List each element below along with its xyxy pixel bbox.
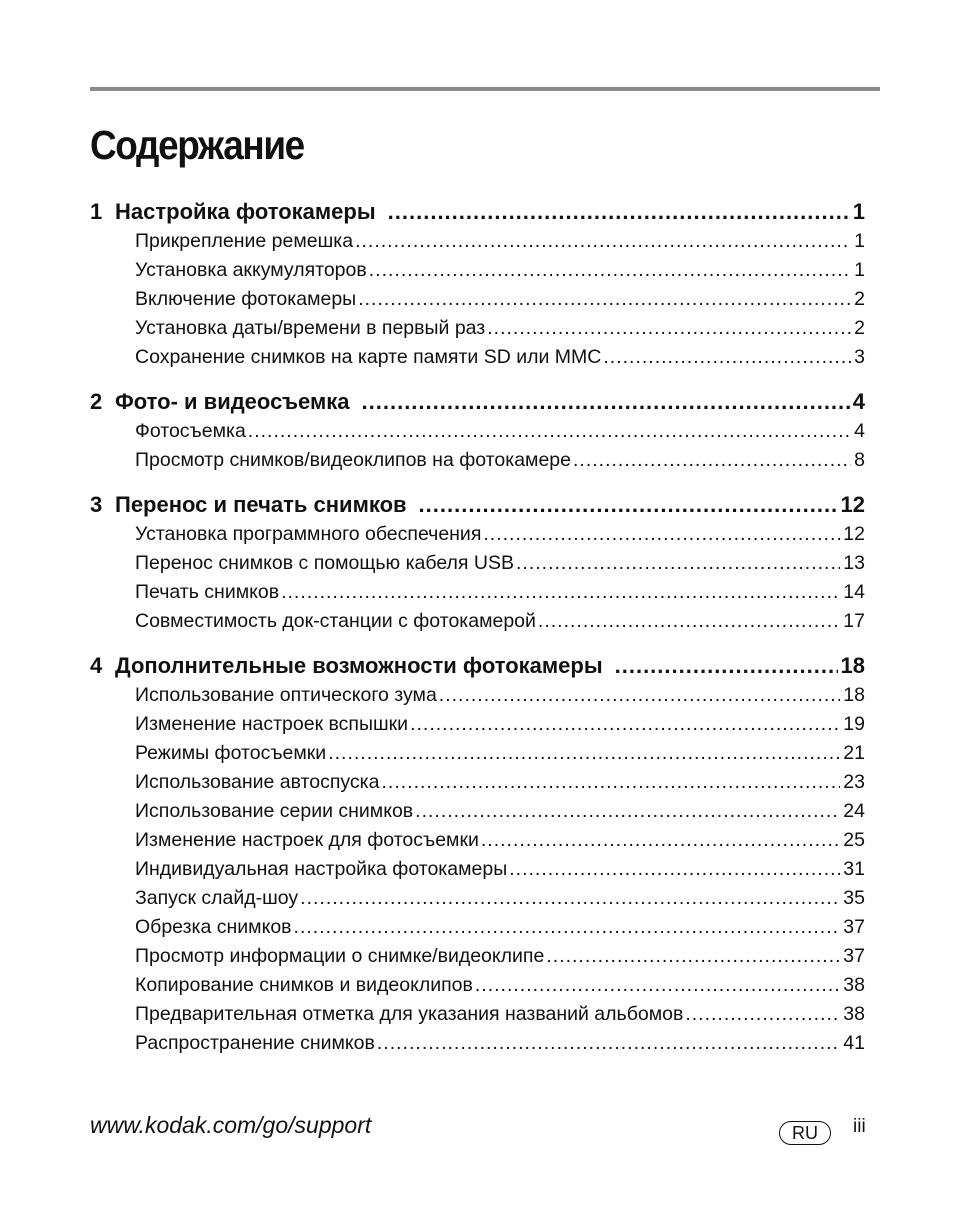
entry-title: Копирование снимков и видеоклипов <box>135 974 473 996</box>
dot-leader <box>410 710 840 739</box>
entry-page: 31 <box>843 858 865 880</box>
entry-page: 21 <box>843 742 865 764</box>
entry-title: Установка аккумуляторов <box>135 259 367 281</box>
entry-page: 4 <box>854 420 865 442</box>
entry-title: Печать снимков <box>135 581 280 603</box>
table-of-contents <box>90 196 865 1072</box>
dot-leader <box>369 256 851 285</box>
page-number: iii <box>853 1116 866 1137</box>
toc-entry-row[interactable] <box>90 739 865 768</box>
entry-page: 1 <box>854 230 865 252</box>
entry-title: Установка даты/времени в первый раз <box>135 317 486 339</box>
top-rule <box>90 87 880 91</box>
toc-entry-row[interactable] <box>90 227 865 256</box>
entry-title: Обрезка снимков <box>135 916 292 938</box>
dot-leader <box>328 739 840 768</box>
dot-leader <box>281 578 840 607</box>
entry-title: Сохранение снимков на карте памяти SD или MMC <box>135 346 602 368</box>
entry-title: Использование оптического зума <box>135 684 437 706</box>
chapter-title: Настройка фотокамеры <box>115 199 376 224</box>
entry-title: Режимы фотосъемки <box>135 742 327 764</box>
chapter-page: 12 <box>840 492 865 517</box>
toc-entry-row[interactable] <box>90 1000 865 1029</box>
toc-chapter-row[interactable] <box>90 489 865 520</box>
entry-page: 2 <box>854 317 865 339</box>
entry-title: Изменение настроек вспышки <box>135 713 409 735</box>
entry-page: 8 <box>854 449 865 471</box>
dot-leader <box>355 227 851 256</box>
entry-page: 2 <box>854 288 865 310</box>
dot-leader <box>300 884 840 913</box>
toc-entry-row[interactable] <box>90 768 865 797</box>
dot-leader <box>419 489 838 520</box>
entry-page: 35 <box>843 887 865 909</box>
dot-leader <box>538 607 840 636</box>
toc-entry-row[interactable] <box>90 826 865 855</box>
entry-page: 24 <box>843 800 865 822</box>
toc-chapter-row[interactable] <box>90 650 865 681</box>
language-badge-label: RU <box>792 1122 818 1143</box>
entry-page: 19 <box>843 713 865 735</box>
toc-entry-row[interactable] <box>90 971 865 1000</box>
language-badge <box>779 1121 831 1145</box>
toc-chapter-row[interactable] <box>90 386 865 417</box>
toc-entry-row[interactable] <box>90 942 865 971</box>
entry-title: Установка программного обеспечения <box>135 523 482 545</box>
dot-leader <box>546 942 840 971</box>
entry-page: 23 <box>843 771 865 793</box>
entry-title: Изменение настроек для фотосъемки <box>135 829 479 851</box>
entry-page: 17 <box>843 610 865 632</box>
entry-page: 3 <box>854 346 865 368</box>
toc-entry-row[interactable] <box>90 681 865 710</box>
dot-leader <box>487 314 851 343</box>
dot-leader <box>516 549 840 578</box>
entry-title: Использование серии снимков <box>135 800 414 822</box>
toc-entry-row[interactable] <box>90 446 865 475</box>
entry-page: 18 <box>843 684 865 706</box>
chapter-number: 2 <box>90 389 103 414</box>
chapter-title: Перенос и печать снимков <box>115 492 407 517</box>
chapter-number: 1 <box>90 199 103 224</box>
toc-entry-row[interactable] <box>90 520 865 549</box>
toc-section <box>90 489 865 636</box>
entry-page: 37 <box>843 945 865 967</box>
toc-entry-row[interactable] <box>90 549 865 578</box>
entry-title: Использование автоспуска <box>135 771 380 793</box>
toc-entry-row[interactable] <box>90 285 865 314</box>
toc-section <box>90 386 865 475</box>
entry-page: 12 <box>843 523 865 545</box>
entry-title: Предварительная отметка для указания названий альбомов <box>135 1003 684 1025</box>
support-url[interactable]: www.kodak.com/go/support <box>90 1112 372 1138</box>
dot-leader <box>481 826 840 855</box>
entry-page: 25 <box>843 829 865 851</box>
dot-leader <box>509 855 840 884</box>
toc-entry-row[interactable] <box>90 855 865 884</box>
entry-page: 38 <box>843 1003 865 1025</box>
entry-title: Индивидуальная настройка фотокамеры <box>135 858 508 880</box>
entry-title: Просмотр снимков/видеоклипов на фотокамере <box>135 449 571 471</box>
toc-entry-row[interactable] <box>90 343 865 372</box>
entry-title: Запуск слайд-шоу <box>135 887 299 909</box>
dot-leader <box>362 386 850 417</box>
toc-entry-row[interactable] <box>90 913 865 942</box>
dot-leader <box>415 797 840 826</box>
chapter-page: 1 <box>852 199 865 224</box>
dot-leader <box>685 1000 840 1029</box>
toc-entry-row[interactable] <box>90 417 865 446</box>
entry-page: 14 <box>843 581 865 603</box>
toc-section <box>90 650 865 1058</box>
entry-page: 1 <box>854 259 865 281</box>
toc-entry-row[interactable] <box>90 884 865 913</box>
dot-leader <box>377 1029 840 1058</box>
toc-entry-row[interactable] <box>90 314 865 343</box>
dot-leader <box>248 417 851 446</box>
toc-entry-row[interactable] <box>90 1029 865 1058</box>
entry-title: Совместимость док-станции с фотокамерой <box>135 610 536 632</box>
dot-leader <box>483 520 840 549</box>
chapter-title: Фото- и видеосъемка <box>115 389 350 414</box>
page-title: Содержание <box>90 122 304 168</box>
toc-chapter-row[interactable] <box>90 196 865 227</box>
dot-leader <box>439 681 841 710</box>
chapter-number: 4 <box>90 653 103 678</box>
chapter-title: Дополнительные возможности фотокамеры <box>115 653 603 678</box>
chapter-page: 18 <box>840 653 865 678</box>
chapter-page: 4 <box>852 389 865 414</box>
entry-page: 41 <box>843 1032 865 1054</box>
toc-section <box>90 196 865 372</box>
entry-page: 38 <box>843 974 865 996</box>
dot-leader <box>294 913 841 942</box>
toc-entry-row[interactable] <box>90 607 865 636</box>
entry-page: 37 <box>843 916 865 938</box>
toc-entry-row[interactable] <box>90 578 865 607</box>
entry-title: Включение фотокамеры <box>135 288 357 310</box>
entry-title: Перенос снимков с помощью кабеля USB <box>135 552 514 574</box>
dot-leader <box>573 446 851 475</box>
toc-entry-row[interactable] <box>90 710 865 739</box>
toc-entry-row[interactable] <box>90 797 865 826</box>
entry-title: Фотосъемка <box>135 420 246 442</box>
entry-title: Распространение снимков <box>135 1032 375 1054</box>
dot-leader <box>475 971 840 1000</box>
dot-leader <box>358 285 851 314</box>
chapter-number: 3 <box>90 492 103 517</box>
toc-entry-row[interactable] <box>90 256 865 285</box>
dot-leader <box>381 768 840 797</box>
dot-leader <box>603 343 851 372</box>
entry-page: 13 <box>843 552 865 574</box>
dot-leader <box>615 650 838 681</box>
entry-title: Прикрепление ремешка <box>135 230 354 252</box>
dot-leader <box>388 196 850 227</box>
entry-title: Просмотр информации о снимке/видеоклипе <box>135 945 545 967</box>
